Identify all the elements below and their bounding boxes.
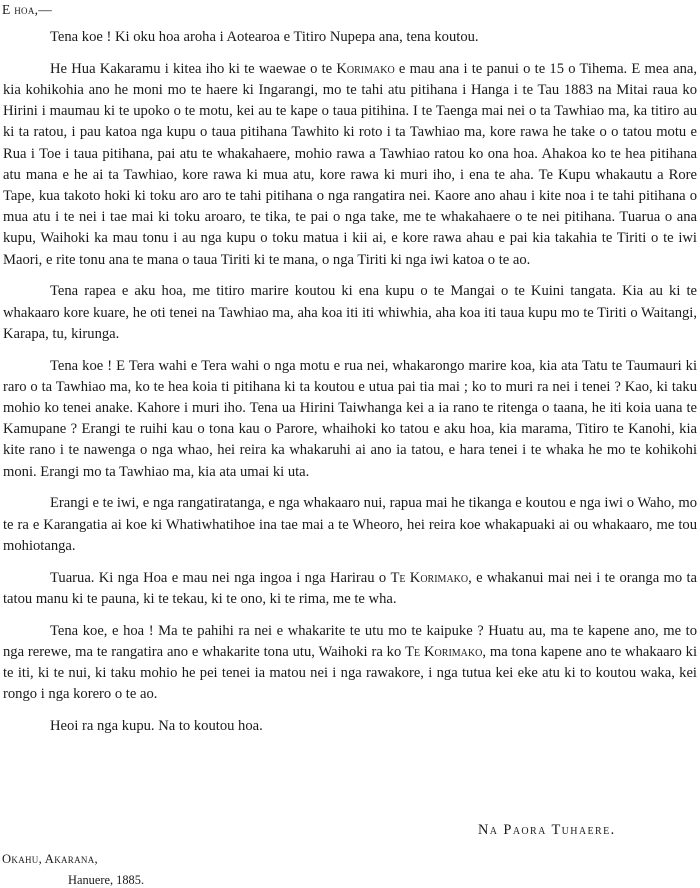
paragraph-second	[3, 568, 697, 610]
paragraph-ship-rest: , ma tona kapene ano te whakaaro ki te iti, ki te nui, ki taku mohio he pei tenei ia matou nei i nga rawakore, i nga tutua kei eke atu ki to koutou waka, kei rongo i nga korero o te ao.	[3, 643, 697, 703]
paragraph-petition-start: He Hua Kakaramu i kitea iho ki te waewae o te	[50, 60, 337, 77]
place-line: Okahu, Akarana,	[2, 852, 98, 866]
paragraph-petition-rest: e mau ana i te panui o te 15 o Tihema. E mea ana, kia kohikohia ano he moni mo te haere ki Ingarangi, mo te tahi atu pitihana i Hanga i te Tau 1883 na Mitai raua ko Hirini i maumau ki te upoko o te motu, kei au te kape o taua pitihina. I te Taenga mai nei o ta Tawhiao ma, ka titiro au ki ta ratou, i pau katoa nga kupu o taua pitihana Tawhito ki roto i ta Tawhiao ma, kore rawa he take o o tatou motu e Rua i Toe i taua pitihana, pai atu te whakahaere, mohio rawa a Tawhiao ratou ko ona hoa. Ahakoa ko te hea pitihana atu mana e he ai ta Tawhiao, kore rawa ki mua atu, kore rawa ki muri iho, i ena te aha. Te Kupu whakautu a Rore Tape, kua takoto hoki ki toku aro aro te tahi pitihana o nga rangatira nei. Kaore ano ahau i kite noa i te tahi pitihana o mua atu i te nei i tae mai ki toku aroaro, te tika, te pai o nga take, me te whakahaere o te nei pitihana. Tuarua o ana kupu, Waihoki ka mau tonu i au nga kupu o toku matua i kii ai, e kore rawa ahau e pai kia takahia te Tiriti o te iwi Maori, e rite tonu ana te mana o taua Tiriti ki te mana, o nga Tiriti ki nga iwi katoa o te ao.	[3, 60, 697, 268]
paragraph-ship-start: Tena koe, e hoa ! Ma te pahihi ra nei e whakarite te utu mo te kaipuke ? Huatu au, ma te kapene ano, me to nga rerewe, ma te rangatira ano e whakarite tona utu, Waihoki ra ko	[3, 622, 697, 660]
letter-body	[3, 27, 697, 748]
date-line: Hanuere, 1885.	[68, 873, 145, 887]
te-korimako-name-2: Te Korimako	[405, 643, 483, 660]
paragraph-friends: Tena rapea e aku hoa, me titiro marire koutou ki ena kupu o te Mangai o te Kuini tangata. Kia au ki te whakaaro kore kuare, he oti tenei na Tawhiao ma, aha koa iti iti whiwhia, aha koa iti taua kupu mo te Tiriti o Waitangi, Karapa, tu, kirunga.	[3, 283, 697, 342]
paragraph-question: Tena koe ! E Tera wahi e Tera wahi o nga motu e rua nei, whakarongo marire koa, kia ata Tatu te Taumauri ki raro o ta Tawhiao ma, ko te hea koia ti pitihana ki ta koutou e utua pai tia mai ; ko to muri ra nei i tenei ? Kao, ki taku mohio ko tenei anake. Kahore i muri iho. Tena ua Hirini Taiwhanga kei a ia rano te ritenga o taana, he iti koia uana te Kamupane ? Erangi te ruihi kau o tona kau o Parore, whaihoki ko tatou e aku hoa, kia marama, Titiro te Kanohi, kia kite rano i te nawenga o nga whao, hei reira ka whakaruhi ai ano ia tatou, e hara tenei i te whaka he mo te kohikohi moni. Erangi mo ta Tawhiao ma, kia ata umai ki uta.	[3, 357, 697, 480]
paragraph-closing: Heoi ra nga kupu. Na to koutou hoa.	[50, 718, 263, 735]
paragraph-second-rest: , e whakanui mai nei i te oranga mo ta tatou manu ki te pauna, ki te tekau, ki te ono, ki te rima, me te wha.	[3, 569, 697, 607]
paragraph-second-start: Tuarua. Ki nga Hoa e mau nei nga ingoa i nga Harirau o	[50, 569, 391, 586]
paragraph-petition	[3, 59, 697, 271]
author-signature: Na Paora Tuhaere.	[478, 822, 616, 838]
paragraph-tribes: Erangi e te iwi, e nga rangatiratanga, e nga whakaaro nui, rapua mai he tikanga e koutou e nga iwi o Waho, mo te ra e Karangatia ai koe ki Whatiwhatihoe ina tae mai a te Wheoro, hei reira koe whakapuaki ai ou whakaaro, me tou mohiotanga.	[3, 495, 697, 554]
paragraph-greeting: Tena koe ! Ki oku hoa aroha i Aotearoa e Titiro Nupepa ana, tena koutou.	[50, 29, 479, 45]
korimako-name: Korimako	[336, 60, 395, 77]
te-korimako-name: Te Korimako	[390, 569, 469, 586]
paragraph-ship	[3, 621, 697, 706]
salutation: E hoa,—	[2, 2, 53, 17]
